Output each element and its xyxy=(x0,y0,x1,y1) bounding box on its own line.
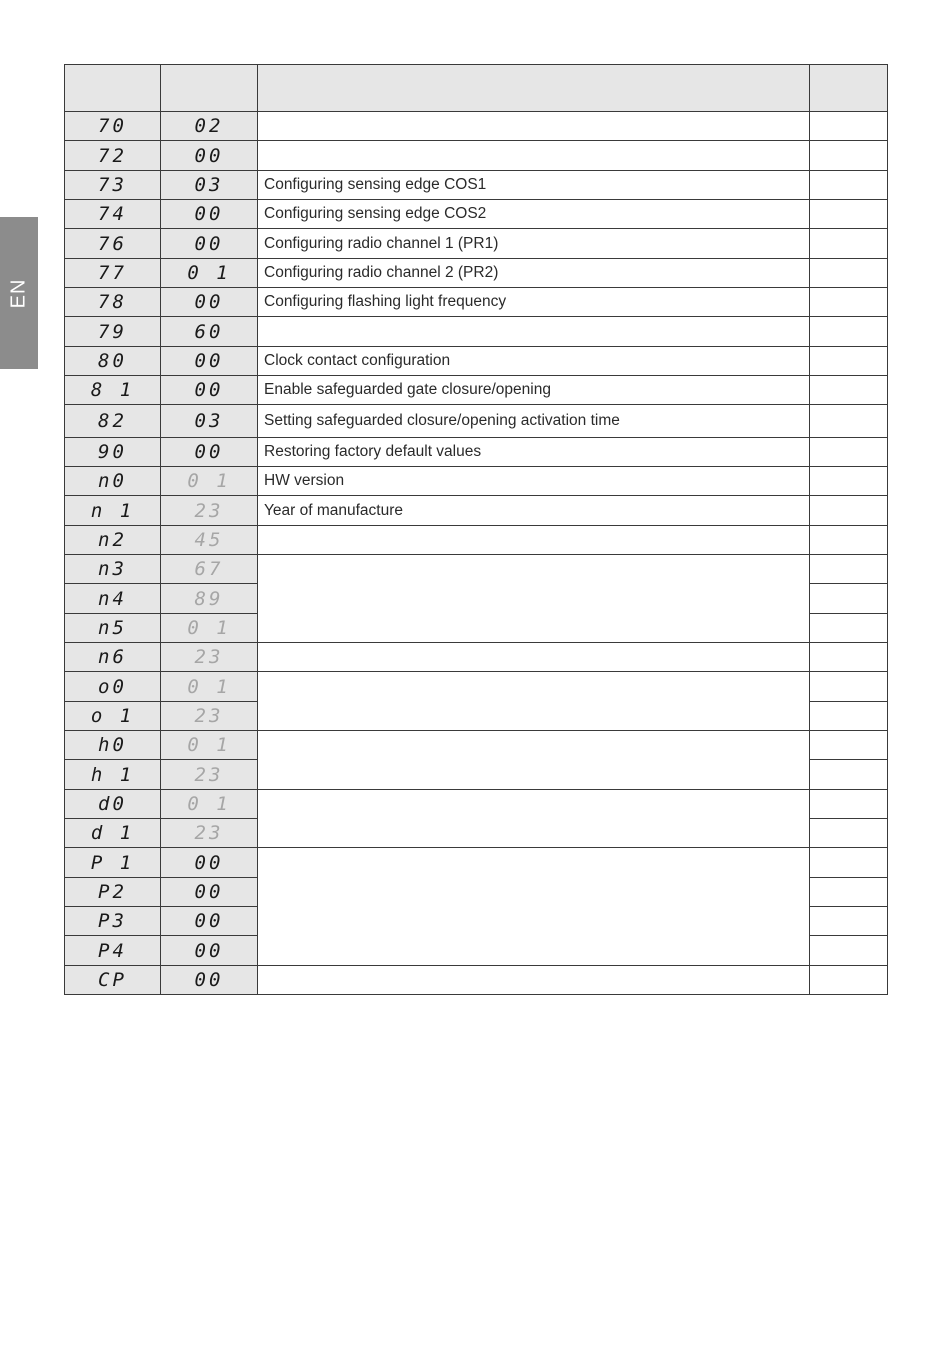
table-row xyxy=(65,288,888,317)
default-value-cell xyxy=(161,672,258,702)
notes-cell xyxy=(810,438,888,467)
default-value-cell xyxy=(161,467,258,496)
parameter-code-cell xyxy=(65,936,161,966)
notes-cell xyxy=(810,966,888,995)
default-value-cell xyxy=(161,405,258,438)
description-cell xyxy=(258,848,810,966)
default-value: 00 xyxy=(194,203,224,225)
default-value: 00 xyxy=(194,851,224,874)
default-value: 00 xyxy=(194,881,224,903)
description-cell xyxy=(258,790,810,848)
default-value: 23 xyxy=(194,822,224,844)
description-cell xyxy=(258,555,810,643)
table-row xyxy=(65,200,888,229)
parameter-code-cell xyxy=(65,141,161,171)
description-cell xyxy=(258,467,810,496)
description-cell xyxy=(258,496,810,526)
parameter-code: n 1 xyxy=(90,499,135,522)
description-text: Configuring radio channel 1 (PR1) xyxy=(264,234,499,252)
parameter-code: 72 xyxy=(98,144,127,167)
parameter-code: 8 1 xyxy=(90,379,135,401)
parameter-code: 77 xyxy=(98,262,127,284)
table-row xyxy=(65,790,888,819)
description-text: Setting safeguarded closure/opening activation time xyxy=(264,412,620,429)
table-row xyxy=(65,731,888,760)
default-value-cell xyxy=(161,614,258,643)
notes-cell xyxy=(810,790,888,819)
table-row xyxy=(65,112,888,141)
notes-cell xyxy=(810,112,888,141)
parameter-table xyxy=(64,64,888,995)
table-row xyxy=(65,438,888,467)
parameter-code: d0 xyxy=(98,793,127,815)
parameter-code-cell xyxy=(65,467,161,496)
description-cell xyxy=(258,966,810,995)
header-cell-parameter xyxy=(65,65,161,112)
parameter-code: d 1 xyxy=(90,822,135,844)
parameter-code-cell xyxy=(65,848,161,878)
default-value: 23 xyxy=(194,705,224,727)
default-value-cell xyxy=(161,702,258,731)
parameter-code: 74 xyxy=(98,203,127,225)
description-cell xyxy=(258,141,810,171)
parameter-code: 73 xyxy=(98,174,127,196)
default-value: 23 xyxy=(194,763,224,786)
default-value-cell xyxy=(161,496,258,526)
parameter-code: 82 xyxy=(98,410,127,432)
parameter-code: 76 xyxy=(98,232,127,255)
parameter-code: P2 xyxy=(98,881,127,903)
parameter-code-cell xyxy=(65,438,161,467)
default-value: 00 xyxy=(194,441,224,463)
table-row xyxy=(65,229,888,259)
parameter-code-cell xyxy=(65,496,161,526)
parameter-code: 70 xyxy=(98,115,127,137)
table-row xyxy=(65,496,888,526)
notes-cell xyxy=(810,259,888,288)
default-value-cell xyxy=(161,936,258,966)
parameter-code: 79 xyxy=(98,320,127,343)
default-value-cell xyxy=(161,790,258,819)
description-text: Configuring radio channel 2 (PR2) xyxy=(264,264,499,281)
description-cell xyxy=(258,288,810,317)
notes-cell xyxy=(810,347,888,376)
notes-cell xyxy=(810,555,888,584)
default-value-cell xyxy=(161,141,258,171)
default-value: 89 xyxy=(194,587,224,610)
notes-cell xyxy=(810,200,888,229)
parameter-code: n3 xyxy=(98,558,127,580)
parameter-code-cell xyxy=(65,229,161,259)
default-value-cell xyxy=(161,907,258,936)
parameter-code-cell xyxy=(65,288,161,317)
description-cell xyxy=(258,171,810,200)
description-cell xyxy=(258,317,810,347)
default-value: 23 xyxy=(194,646,224,668)
parameter-code-cell xyxy=(65,112,161,141)
language-tab xyxy=(0,217,38,369)
notes-cell xyxy=(810,171,888,200)
notes-cell xyxy=(810,878,888,907)
notes-cell xyxy=(810,288,888,317)
table-row xyxy=(65,259,888,288)
notes-cell xyxy=(810,405,888,438)
language-tab-label: EN xyxy=(7,278,30,308)
parameter-code-cell xyxy=(65,907,161,936)
description-cell xyxy=(258,731,810,790)
description-text: Enable safeguarded gate closure/opening xyxy=(264,381,551,398)
notes-cell xyxy=(810,848,888,878)
notes-cell xyxy=(810,702,888,731)
parameter-code-cell xyxy=(65,584,161,614)
notes-cell xyxy=(810,731,888,760)
parameter-code: h0 xyxy=(98,734,127,756)
default-value-cell xyxy=(161,347,258,376)
default-value-cell xyxy=(161,584,258,614)
parameter-code: P3 xyxy=(98,910,127,932)
default-value: 0 1 xyxy=(187,793,231,815)
default-value-cell xyxy=(161,288,258,317)
table-row xyxy=(65,526,888,555)
parameter-code: n4 xyxy=(98,587,127,610)
parameter-code-cell xyxy=(65,259,161,288)
parameter-code-cell xyxy=(65,819,161,848)
parameter-code: o 1 xyxy=(90,705,135,727)
header-cell-description xyxy=(258,65,810,112)
notes-cell xyxy=(810,614,888,643)
table-row xyxy=(65,171,888,200)
default-value: 0 1 xyxy=(187,734,231,756)
parameter-code-cell xyxy=(65,317,161,347)
table-row xyxy=(65,966,888,995)
notes-cell xyxy=(810,936,888,966)
default-value-cell xyxy=(161,376,258,405)
table-row xyxy=(65,141,888,171)
description-cell xyxy=(258,405,810,438)
default-value-cell xyxy=(161,643,258,672)
default-value: 00 xyxy=(194,379,224,401)
default-value-cell xyxy=(161,819,258,848)
description-text: Clock contact configuration xyxy=(264,352,451,369)
parameter-code-cell xyxy=(65,555,161,584)
parameter-code-cell xyxy=(65,966,161,995)
description-text: Year of manufacture xyxy=(264,501,404,519)
default-value-cell xyxy=(161,555,258,584)
parameter-code: n2 xyxy=(98,529,127,551)
default-value-cell xyxy=(161,878,258,907)
notes-cell xyxy=(810,760,888,790)
parameter-code: CP xyxy=(98,969,127,991)
description-cell xyxy=(258,438,810,467)
notes-cell xyxy=(810,229,888,259)
default-value: 0 1 xyxy=(187,470,231,492)
default-value: 00 xyxy=(194,144,224,167)
default-value-cell xyxy=(161,848,258,878)
default-value: 0 1 xyxy=(187,675,231,698)
notes-cell xyxy=(810,376,888,405)
default-value-cell xyxy=(161,259,258,288)
parameter-code-cell xyxy=(65,760,161,790)
description-cell xyxy=(258,643,810,672)
table-row xyxy=(65,347,888,376)
parameter-code: h 1 xyxy=(90,763,135,786)
default-value: 00 xyxy=(194,291,224,313)
notes-cell xyxy=(810,819,888,848)
notes-cell xyxy=(810,584,888,614)
parameter-code-cell xyxy=(65,200,161,229)
parameter-code-cell xyxy=(65,614,161,643)
notes-cell xyxy=(810,141,888,171)
header-cell-default xyxy=(161,65,258,112)
default-value: 0 1 xyxy=(187,262,231,284)
table-row xyxy=(65,405,888,438)
default-value-cell xyxy=(161,200,258,229)
description-cell xyxy=(258,229,810,259)
description-cell xyxy=(258,526,810,555)
table-header-row xyxy=(65,65,888,112)
description-cell xyxy=(258,347,810,376)
default-value: 45 xyxy=(194,529,224,551)
parameter-code-cell xyxy=(65,790,161,819)
table-row xyxy=(65,555,888,584)
parameter-code-cell xyxy=(65,347,161,376)
parameter-code-cell xyxy=(65,702,161,731)
table-row xyxy=(65,376,888,405)
parameter-code: 78 xyxy=(98,291,127,313)
default-value: 03 xyxy=(194,410,224,432)
description-cell xyxy=(258,672,810,731)
header-cell-notes xyxy=(810,65,888,112)
notes-cell xyxy=(810,672,888,702)
default-value: 00 xyxy=(194,939,224,962)
default-value: 03 xyxy=(194,174,224,196)
notes-cell xyxy=(810,526,888,555)
parameter-code: 80 xyxy=(98,350,127,372)
default-value-cell xyxy=(161,760,258,790)
description-text: HW version xyxy=(264,472,345,489)
default-value: 00 xyxy=(194,910,224,932)
parameter-code: P 1 xyxy=(90,851,135,874)
notes-cell xyxy=(810,317,888,347)
default-value: 02 xyxy=(194,115,224,137)
description-text: Configuring sensing edge COS2 xyxy=(264,205,487,222)
parameter-code-cell xyxy=(65,526,161,555)
default-value-cell xyxy=(161,526,258,555)
table-row xyxy=(65,467,888,496)
parameter-code: 90 xyxy=(98,441,127,463)
default-value-cell xyxy=(161,966,258,995)
default-value-cell xyxy=(161,229,258,259)
default-value: 67 xyxy=(194,558,224,580)
parameter-code: P4 xyxy=(98,939,127,962)
parameter-code: n5 xyxy=(98,617,127,639)
default-value-cell xyxy=(161,171,258,200)
default-value-cell xyxy=(161,438,258,467)
notes-cell xyxy=(810,496,888,526)
table-row xyxy=(65,848,888,878)
default-value: 00 xyxy=(194,232,224,255)
default-value: 0 1 xyxy=(187,617,231,639)
table-body xyxy=(65,112,888,995)
default-value: 00 xyxy=(194,350,224,372)
parameter-code-cell xyxy=(65,171,161,200)
parameter-code-cell xyxy=(65,878,161,907)
default-value-cell xyxy=(161,112,258,141)
default-value: 23 xyxy=(194,499,224,522)
parameter-code-cell xyxy=(65,731,161,760)
parameter-code-cell xyxy=(65,643,161,672)
description-cell xyxy=(258,259,810,288)
description-cell xyxy=(258,200,810,229)
notes-cell xyxy=(810,643,888,672)
default-value: 00 xyxy=(194,969,224,991)
parameter-code: n6 xyxy=(98,646,127,668)
default-value-cell xyxy=(161,731,258,760)
table-row xyxy=(65,317,888,347)
default-value: 60 xyxy=(194,320,224,343)
table-row xyxy=(65,643,888,672)
notes-cell xyxy=(810,907,888,936)
description-text: Restoring factory default values xyxy=(264,443,482,460)
description-text: Configuring sensing edge COS1 xyxy=(264,176,487,193)
description-cell xyxy=(258,112,810,141)
description-cell xyxy=(258,376,810,405)
notes-cell xyxy=(810,467,888,496)
default-value-cell xyxy=(161,317,258,347)
parameter-code-cell xyxy=(65,405,161,438)
table-row xyxy=(65,672,888,702)
parameter-code: n0 xyxy=(98,470,127,492)
description-text: Configuring flashing light frequency xyxy=(264,293,507,310)
parameter-code: o0 xyxy=(98,675,127,698)
parameter-code-cell xyxy=(65,672,161,702)
parameter-code-cell xyxy=(65,376,161,405)
